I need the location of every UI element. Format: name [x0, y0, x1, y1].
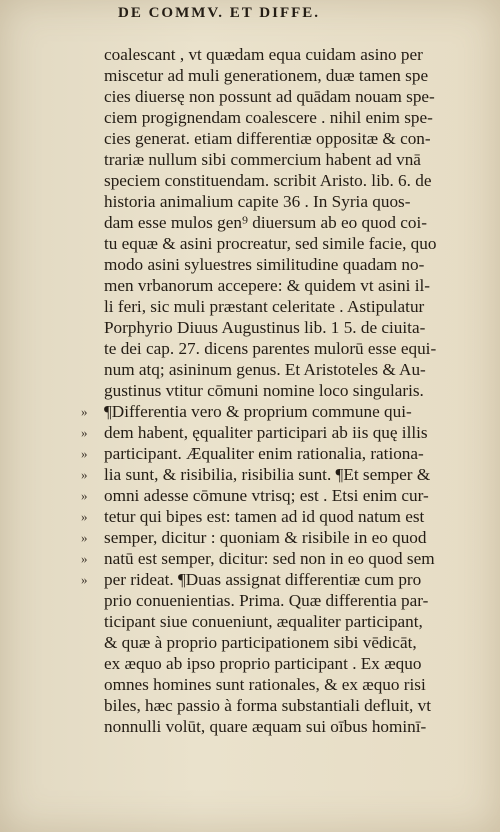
text-line: [104, 191, 466, 212]
text-line: [104, 170, 466, 191]
line-text: natū est semper, dicitur: sed non in eo quod sem: [104, 549, 435, 568]
line-text: historia animalium capite 36 . In Syria quos-: [104, 192, 411, 211]
line-text: cies diuersę non possunt ad quādam nouam spe-: [104, 87, 435, 106]
margin-quote-mark: »: [81, 425, 88, 440]
text-line: [104, 86, 466, 107]
text-line: [81, 401, 466, 422]
text-line: [81, 506, 466, 527]
line-text: participant. Æqualiter enim rationalia, rationa-: [104, 444, 424, 463]
margin-quote-mark: »: [81, 446, 88, 461]
text-line: [104, 212, 466, 233]
text-line: [104, 317, 466, 338]
text-line: [104, 674, 466, 695]
text-line: [104, 254, 466, 275]
line-text: coalescant , vt quædam equa cuidam asino per: [104, 45, 423, 64]
line-text: omnes homines sunt rationales, & ex æquo risi: [104, 675, 426, 694]
text-line: [104, 44, 466, 65]
text-line: [104, 233, 466, 254]
margin-quote-mark: »: [81, 572, 88, 587]
line-text: per rideat. ¶Duas assignat differentiæ cum pro: [104, 570, 422, 589]
line-text: lia sunt, & risibilia, risibilia sunt. ¶Et semper &: [104, 465, 431, 484]
margin-quote-mark: »: [81, 404, 88, 419]
text-line: [104, 590, 466, 611]
text-line: [81, 569, 466, 590]
text-line: [81, 485, 466, 506]
margin-quote-mark: »: [81, 509, 88, 524]
line-text: num atq; asininum genus. Et Aristoteles & Au-: [104, 360, 426, 379]
line-text: prio conuenientias. Prima. Quæ differentia par-: [104, 591, 429, 610]
margin-quote-mark: »: [81, 551, 88, 566]
text-line: [104, 611, 466, 632]
text-line: [81, 527, 466, 548]
line-text: trariæ nullum sibi commercium habent ad vnā: [104, 150, 421, 169]
line-text: ciem progignendam coalescere . nihil enim spe-: [104, 108, 433, 127]
line-text: ¶Differentia vero & proprium commune qui-: [104, 402, 412, 421]
text-line: [81, 443, 466, 464]
line-text: biles, hæc passio à forma substantiali defluit, vt: [104, 696, 431, 715]
margin-quote-mark: »: [81, 467, 88, 482]
margin-quote-mark: »: [81, 488, 88, 503]
line-text: li feri, sic muli præstant celeritate . Astipulatur: [104, 297, 425, 316]
text-line: [104, 65, 466, 86]
line-text: Porphyrio Diuus Augustinus lib. 1 5. de ciuita-: [104, 318, 426, 337]
line-text: & quæ à proprio participationem sibi vēdicāt,: [104, 633, 417, 652]
line-text: omni adesse cōmune vtrisq; est . Etsi enim cur-: [104, 486, 429, 505]
line-text: tetur qui bipes est: tamen ad id quod natum est: [104, 507, 425, 526]
text-line: [104, 695, 466, 716]
text-line: [104, 716, 466, 737]
text-line: [81, 464, 466, 485]
text-line: [104, 149, 466, 170]
line-text: gustinus vtitur cōmuni nomine loco singularis.: [104, 381, 424, 400]
text-line: [81, 548, 466, 569]
line-text: dem habent, ęqualiter participari ab iis quę illis: [104, 423, 428, 442]
running-header: DE COMMV. ET DIFFE.: [118, 5, 321, 21]
text-line: [104, 653, 466, 674]
line-text: semper, dicitur : quoniam & risibile in eo quod: [104, 528, 427, 547]
line-text: modo asini syluestres similitudine quadam no-: [104, 255, 425, 274]
line-text: nonnulli volūt, quare æquam sui oībus hominī-: [104, 717, 427, 736]
body-text: [81, 44, 466, 737]
text-line: [104, 275, 466, 296]
line-text: te dei cap. 27. dicens parentes mulorū esse equi-: [104, 339, 437, 358]
line-text: miscetur ad muli generationem, duæ tamen spe: [104, 66, 429, 85]
text-line: [104, 359, 466, 380]
line-text: men vrbanorum accepere: & quidem vt asini il-: [104, 276, 430, 295]
line-text: dam esse mulos gen⁹ diuersum ab eo quod coi-: [104, 213, 427, 232]
line-text: ex æquo ab ipso proprio participant . Ex æquo: [104, 654, 422, 673]
text-line: [104, 632, 466, 653]
text-line: [81, 422, 466, 443]
line-text: cies generat. etiam differentiæ oppositæ & con-: [104, 129, 431, 148]
text-line: [104, 338, 466, 359]
text-line: [104, 107, 466, 128]
line-text: speciem constituendam. scribit Aristo. lib. 6. de: [104, 171, 432, 190]
text-line: [104, 380, 466, 401]
margin-quote-mark: »: [81, 530, 88, 545]
text-line: [104, 128, 466, 149]
text-line: [104, 296, 466, 317]
line-text: ticipant siue conueniunt, æqualiter participant,: [104, 612, 423, 631]
line-text: tu equæ & asini procreatur, sed simile facie, quo: [104, 234, 437, 253]
